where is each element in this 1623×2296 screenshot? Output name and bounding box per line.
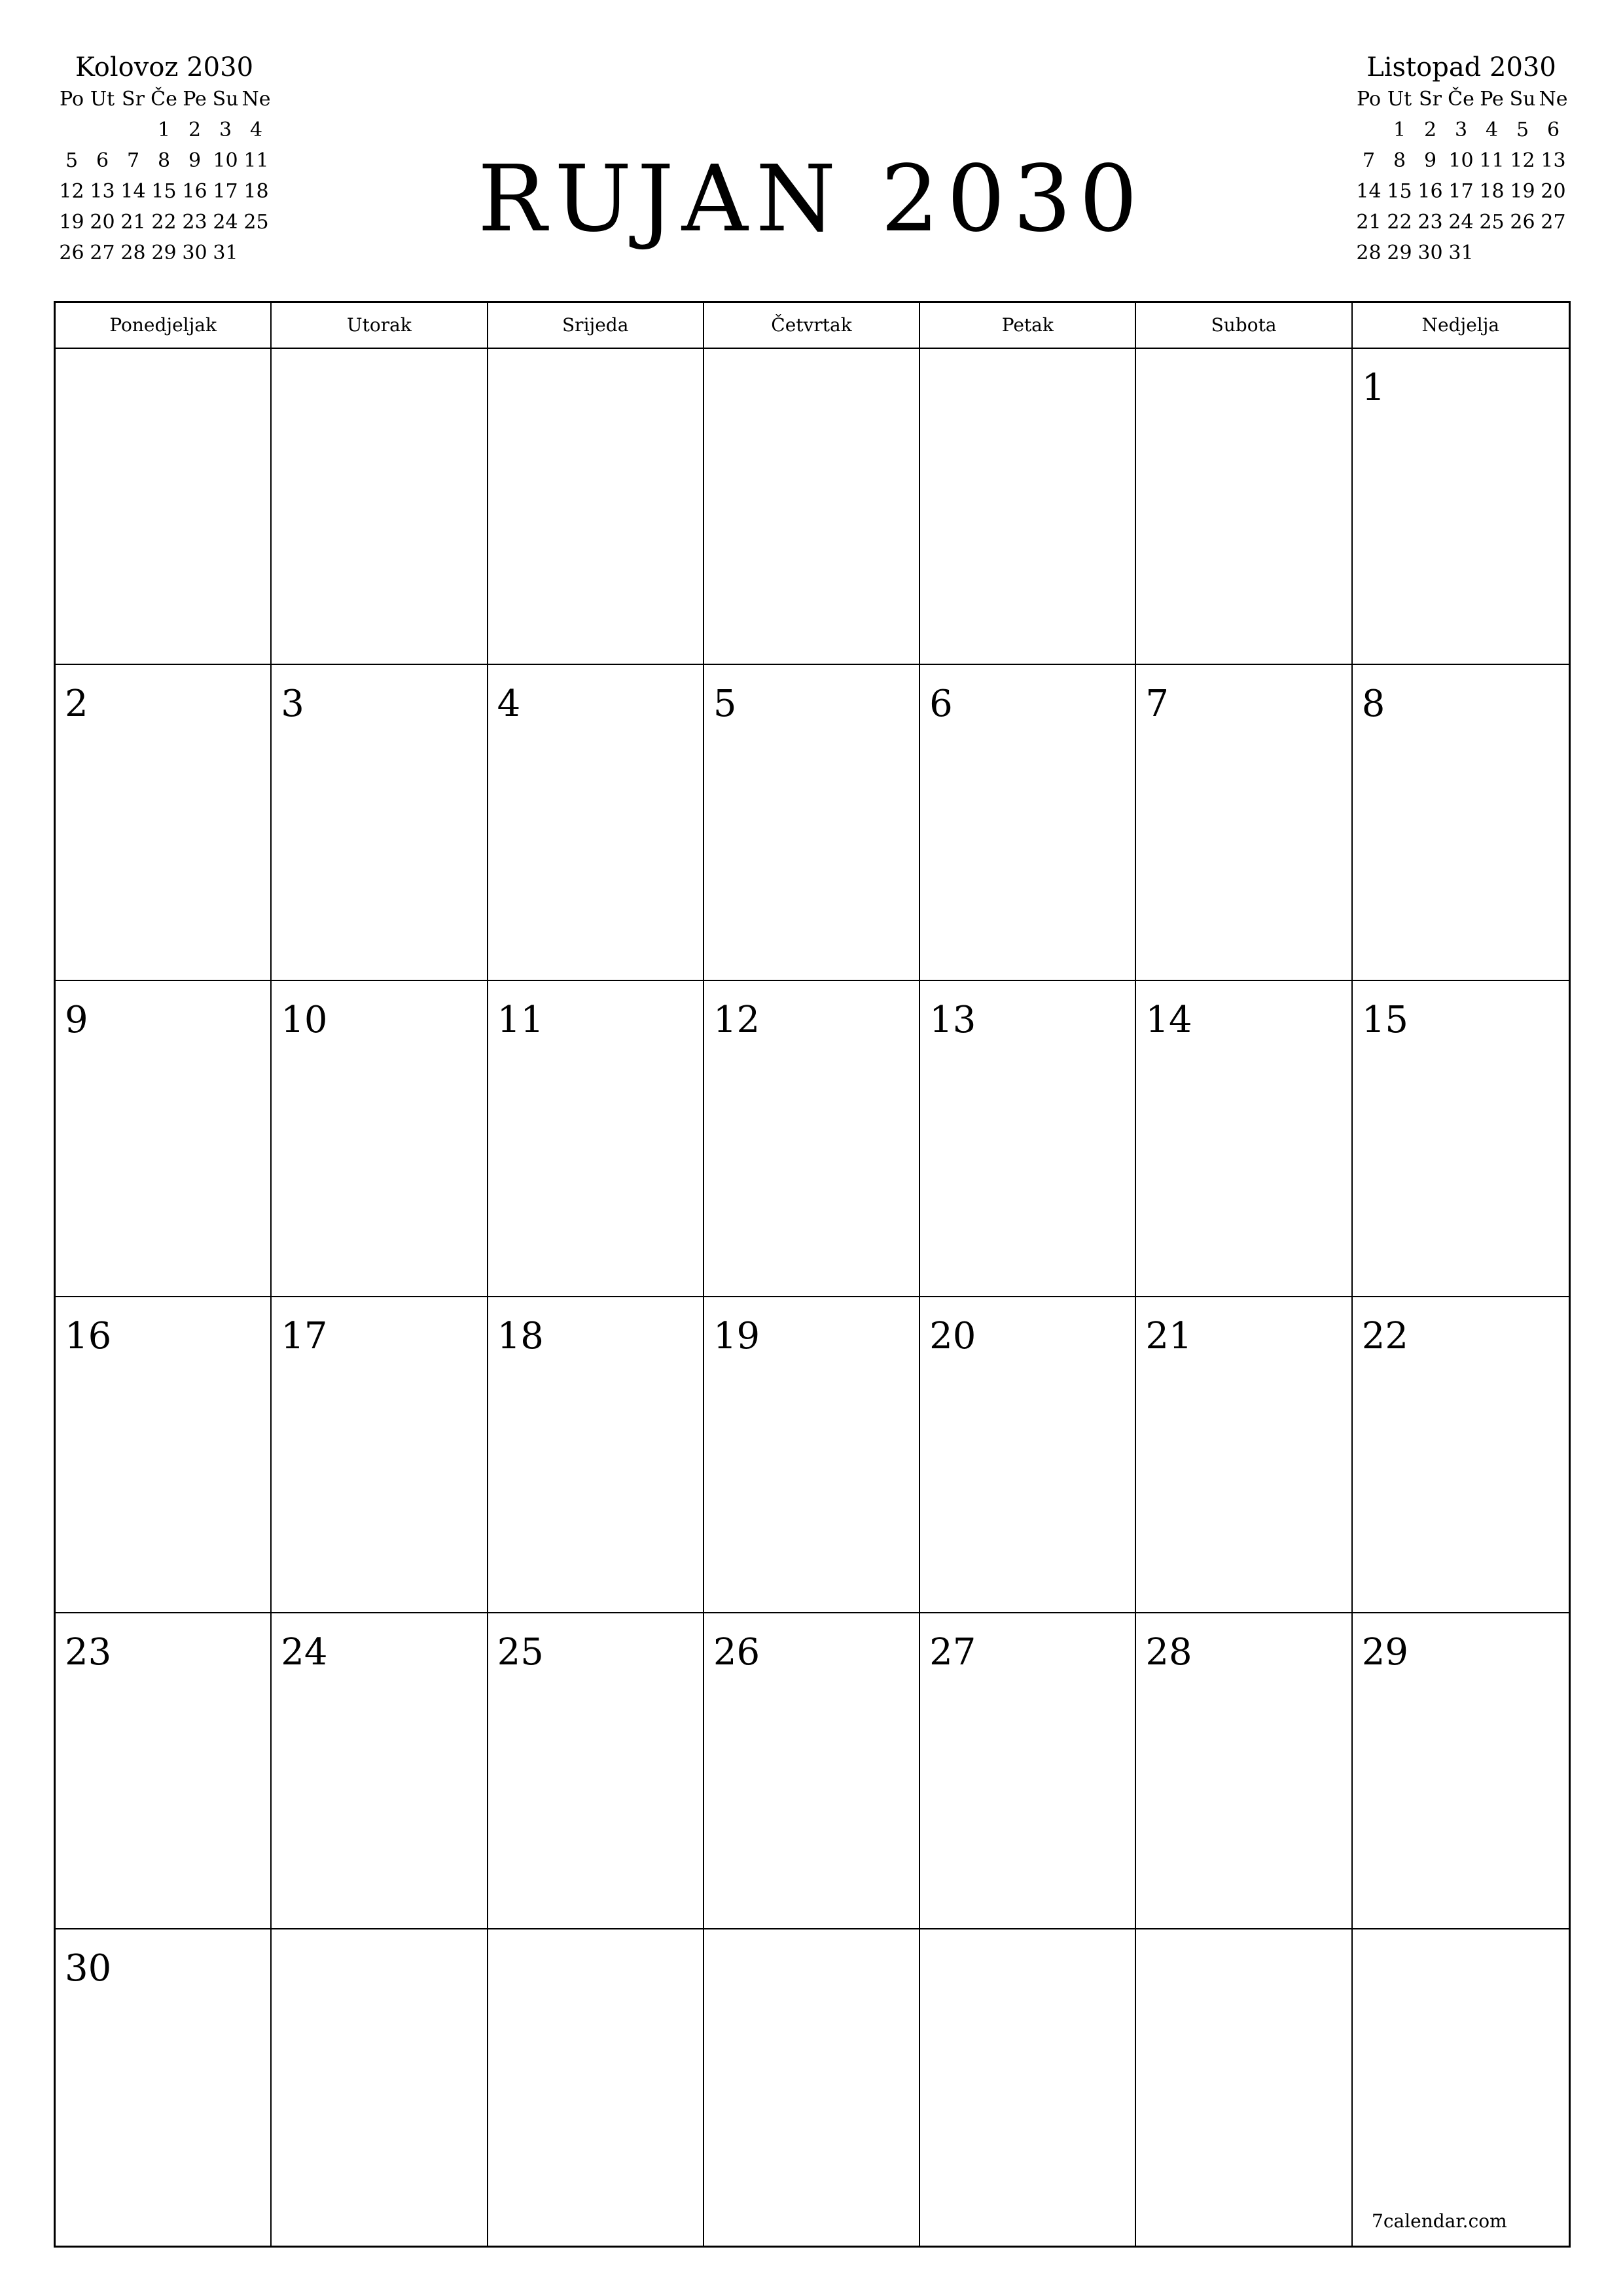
day-number: 13 [929, 999, 976, 1041]
mini-day: 24 [1448, 211, 1474, 234]
day-cell[interactable] [488, 1613, 704, 1929]
mini-day: 3 [219, 118, 232, 141]
day-cell[interactable] [704, 665, 920, 981]
day-number: 27 [929, 1631, 976, 1674]
day-cell[interactable] [1136, 1297, 1352, 1613]
mini-weekday: Po [1356, 88, 1382, 111]
day-cell[interactable] [1353, 1613, 1569, 1929]
mini-weekday: Ne [1539, 88, 1568, 111]
mini-day: 2 [1423, 118, 1437, 141]
mini-day: 26 [1510, 211, 1535, 234]
mini-day: 22 [1387, 211, 1412, 234]
mini-day [241, 238, 272, 268]
day-cell[interactable] [488, 349, 704, 665]
mini-day [1476, 238, 1507, 268]
mini-weekday: Po [59, 88, 84, 111]
mini-day: 5 [65, 149, 79, 172]
mini-day: 15 [151, 180, 177, 203]
day-cell[interactable] [1136, 665, 1352, 981]
day-number: 29 [1361, 1631, 1408, 1674]
mini-day: 2 [188, 118, 202, 141]
mini-day: 4 [249, 118, 263, 141]
day-cell[interactable] [272, 349, 488, 665]
day-number: 3 [281, 683, 304, 725]
day-number: 24 [281, 1631, 328, 1674]
mini-weekday: Su [212, 88, 239, 111]
mini-day: 7 [1362, 149, 1376, 172]
mini-day [56, 115, 87, 145]
mini-day: 7 [126, 149, 140, 172]
weekday-header: Ponedjeljak [56, 303, 272, 349]
day-cell[interactable] [1136, 349, 1352, 665]
day-cell[interactable] [920, 1929, 1136, 2246]
mini-day: 20 [1541, 180, 1566, 203]
mini-day: 24 [213, 211, 238, 234]
mini-day: 25 [243, 211, 269, 234]
day-number: 14 [1145, 999, 1192, 1041]
day-number: 4 [497, 683, 521, 725]
day-number: 8 [1361, 683, 1385, 725]
day-number: 20 [929, 1315, 976, 1357]
mini-calendar-next-title: Listopad 2030 [1366, 52, 1556, 82]
mini-weekday: Če [151, 88, 177, 111]
mini-weekday: Sr [1419, 88, 1442, 111]
mini-day: 27 [1541, 211, 1566, 234]
mini-calendar-prev-month [56, 51, 272, 268]
weekday-header: Utorak [272, 303, 488, 349]
page-title: RUJAN 2030 [477, 146, 1146, 253]
weekday-header: Subota [1136, 303, 1352, 349]
day-number: 2 [65, 683, 88, 725]
mini-weekday: Pe [1480, 88, 1504, 111]
day-cell[interactable] [920, 665, 1136, 981]
day-number: 7 [1145, 683, 1169, 725]
mini-day [118, 115, 149, 145]
day-cell[interactable] [704, 1929, 920, 2246]
day-cell[interactable] [920, 1297, 1136, 1613]
mini-day: 13 [1541, 149, 1566, 172]
day-cell[interactable] [488, 981, 704, 1297]
mini-day: 27 [90, 242, 115, 264]
mini-day: 10 [1448, 149, 1474, 172]
mini-day: 1 [157, 118, 171, 141]
mini-day: 29 [151, 242, 177, 264]
mini-day: 17 [213, 180, 238, 203]
mini-weekday: Ut [1387, 88, 1412, 111]
day-number: 17 [281, 1315, 328, 1357]
day-number: 23 [65, 1631, 112, 1674]
mini-day [1353, 115, 1384, 145]
mini-day: 9 [1423, 149, 1437, 172]
mini-day: 18 [1479, 180, 1505, 203]
mini-day: 31 [1448, 242, 1474, 264]
day-number: 26 [713, 1631, 760, 1674]
day-cell[interactable] [1353, 665, 1569, 981]
mini-day: 5 [1516, 118, 1529, 141]
mini-calendar-next-grid [1353, 84, 1569, 268]
day-number: 19 [713, 1315, 760, 1357]
mini-calendar-next-month [1353, 51, 1569, 268]
weekday-header: Četvrtak [704, 303, 920, 349]
mini-weekday: Su [1509, 88, 1536, 111]
day-number: 28 [1145, 1631, 1192, 1674]
mini-weekday: Če [1448, 88, 1474, 111]
day-cell[interactable] [704, 349, 920, 665]
mini-day: 21 [1356, 211, 1382, 234]
day-cell[interactable] [56, 981, 272, 1297]
day-number: 25 [497, 1631, 544, 1674]
day-number: 10 [281, 999, 328, 1041]
day-cell[interactable] [920, 981, 1136, 1297]
weekday-header: Petak [920, 303, 1136, 349]
day-cell[interactable] [56, 1297, 272, 1613]
mini-weekday: Ut [90, 88, 115, 111]
mini-day [1538, 238, 1569, 268]
day-cell[interactable] [272, 1929, 488, 2246]
mini-day: 14 [1356, 180, 1382, 203]
day-number: 15 [1361, 999, 1408, 1041]
mini-day: 22 [151, 211, 177, 234]
mini-day: 23 [182, 211, 207, 234]
mini-day: 12 [1510, 149, 1535, 172]
day-cell[interactable] [1136, 1929, 1352, 2246]
day-cell[interactable] [1353, 1929, 1569, 2246]
day-number: 1 [1361, 367, 1385, 409]
mini-day: 23 [1418, 211, 1443, 234]
day-number: 18 [497, 1315, 544, 1357]
mini-day: 1 [1393, 118, 1406, 141]
weekday-header: Nedjelja [1353, 303, 1569, 349]
day-number: 22 [1361, 1315, 1408, 1357]
mini-day: 31 [213, 242, 238, 264]
mini-day: 16 [1418, 180, 1443, 203]
day-cell[interactable] [1136, 981, 1352, 1297]
mini-calendar-prev-title: Kolovoz 2030 [75, 52, 254, 82]
mini-day [1507, 238, 1538, 268]
mini-day: 10 [213, 149, 238, 172]
mini-day: 4 [1485, 118, 1499, 141]
mini-day: 9 [188, 149, 202, 172]
mini-day: 20 [90, 211, 115, 234]
mini-day: 28 [1356, 242, 1382, 264]
mini-day: 15 [1387, 180, 1412, 203]
mini-day: 19 [59, 211, 84, 234]
day-number: 12 [713, 999, 760, 1041]
mini-calendar-prev-grid [56, 84, 272, 268]
mini-day: 6 [1546, 118, 1560, 141]
day-cell[interactable] [920, 1613, 1136, 1929]
mini-weekday: Pe [183, 88, 207, 111]
day-number: 16 [65, 1315, 112, 1357]
mini-day: 29 [1387, 242, 1412, 264]
mini-day: 8 [157, 149, 171, 172]
day-cell[interactable] [488, 1297, 704, 1613]
mini-day: 3 [1454, 118, 1468, 141]
mini-day: 8 [1393, 149, 1406, 172]
day-cell[interactable] [704, 1297, 920, 1613]
mini-day: 25 [1479, 211, 1505, 234]
day-cell[interactable] [56, 1613, 272, 1929]
day-cell[interactable] [272, 1613, 488, 1929]
site-credit: 7calendar.com [1372, 2210, 1507, 2232]
day-cell[interactable] [272, 665, 488, 981]
day-number: 9 [65, 999, 88, 1041]
day-number: 30 [65, 1947, 112, 1990]
mini-day: 11 [243, 149, 269, 172]
mini-day [87, 115, 118, 145]
day-number: 21 [1145, 1315, 1192, 1357]
day-cell[interactable] [704, 1613, 920, 1929]
day-number: 5 [713, 683, 737, 725]
month-grid [54, 301, 1571, 2248]
mini-day: 21 [120, 211, 146, 234]
mini-day: 12 [59, 180, 84, 203]
day-cell[interactable] [56, 1929, 272, 2246]
day-cell[interactable] [1353, 1297, 1569, 1613]
day-cell[interactable] [920, 349, 1136, 665]
day-cell[interactable] [488, 1929, 704, 2246]
day-cell[interactable] [1353, 981, 1569, 1297]
mini-day: 16 [182, 180, 207, 203]
mini-weekday: Ne [241, 88, 271, 111]
mini-day: 28 [120, 242, 146, 264]
mini-day: 11 [1479, 149, 1505, 172]
mini-day: 18 [243, 180, 269, 203]
day-number: 11 [497, 999, 544, 1041]
mini-day: 14 [120, 180, 146, 203]
day-cell[interactable] [272, 981, 488, 1297]
mini-weekday: Sr [122, 88, 145, 111]
mini-day: 26 [59, 242, 84, 264]
day-cell[interactable] [272, 1297, 488, 1613]
day-cell[interactable] [488, 665, 704, 981]
weekday-header: Srijeda [488, 303, 704, 349]
mini-day: 17 [1448, 180, 1474, 203]
day-cell[interactable] [1136, 1613, 1352, 1929]
day-cell[interactable] [704, 981, 920, 1297]
mini-day: 30 [182, 242, 207, 264]
day-cell[interactable] [1353, 349, 1569, 665]
day-number: 6 [929, 683, 953, 725]
day-cell[interactable] [56, 665, 272, 981]
mini-day: 13 [90, 180, 115, 203]
mini-day: 19 [1510, 180, 1535, 203]
mini-day: 6 [96, 149, 109, 172]
mini-day: 30 [1418, 242, 1443, 264]
day-cell[interactable] [56, 349, 272, 665]
